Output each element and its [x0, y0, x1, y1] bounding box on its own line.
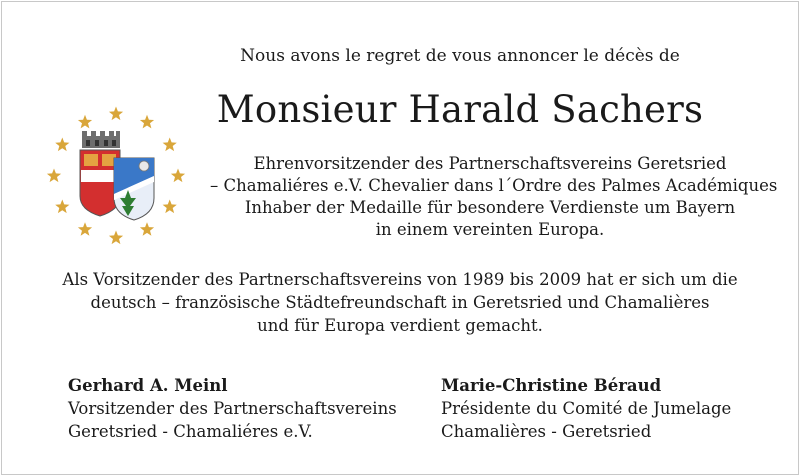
star-icon — [47, 169, 61, 183]
star-icon — [171, 169, 185, 183]
title-line: in einem vereinten Europa. — [375, 220, 605, 239]
merit-line: deutsch – französische Städtefreundschaft in Geretsried und Chamalières — [90, 293, 710, 312]
obituary-notice — [1, 1, 799, 475]
geretsried-shield-icon — [114, 158, 154, 220]
star-icon — [163, 138, 177, 152]
star-icon — [109, 231, 123, 245]
signatory-role: Vorsitzender des Partnerschaftsvereins — [68, 399, 397, 418]
signature-left — [68, 374, 397, 443]
merit-line: und für Europa verdient gemacht. — [257, 316, 543, 335]
signatory-org: Chamalières - Geretsried — [441, 422, 652, 441]
star-icon — [55, 138, 69, 152]
star-icon — [78, 222, 92, 236]
signatory-role: Présidente du Comité de Jumelage — [441, 399, 732, 418]
title-line: Ehrenvorsitzender des Partnerschaftsvereins Geretsried — [253, 154, 727, 173]
star-icon — [140, 222, 154, 236]
honorary-titles — [210, 153, 778, 241]
title-line: Inhaber der Medaille für besondere Verdienste um Bayern — [244, 198, 736, 217]
signatory-name: Marie-Christine Béraud — [441, 376, 662, 395]
signature-right — [441, 374, 731, 443]
star-icon — [163, 200, 177, 214]
title-line: – Chamaliéres e.V. Chevalier dans l´Ordre des Palmes Académiques — [210, 176, 778, 195]
merit-line: Als Vorsitzender des Partnerschaftsvereins von 1989 bis 2009 hat er sich um die — [62, 270, 738, 289]
signatory-name: Gerhard A. Meinl — [68, 376, 228, 395]
star-icon — [55, 200, 69, 214]
intro-line: Nous avons le regret de vous annoncer le décès de — [240, 46, 680, 66]
deceased-name: Monsieur Harald Sachers — [216, 88, 704, 131]
crown-icon — [82, 131, 120, 148]
merit-paragraph — [2, 268, 798, 337]
signatory-org: Geretsried - Chamaliéres e.V. — [68, 422, 313, 441]
